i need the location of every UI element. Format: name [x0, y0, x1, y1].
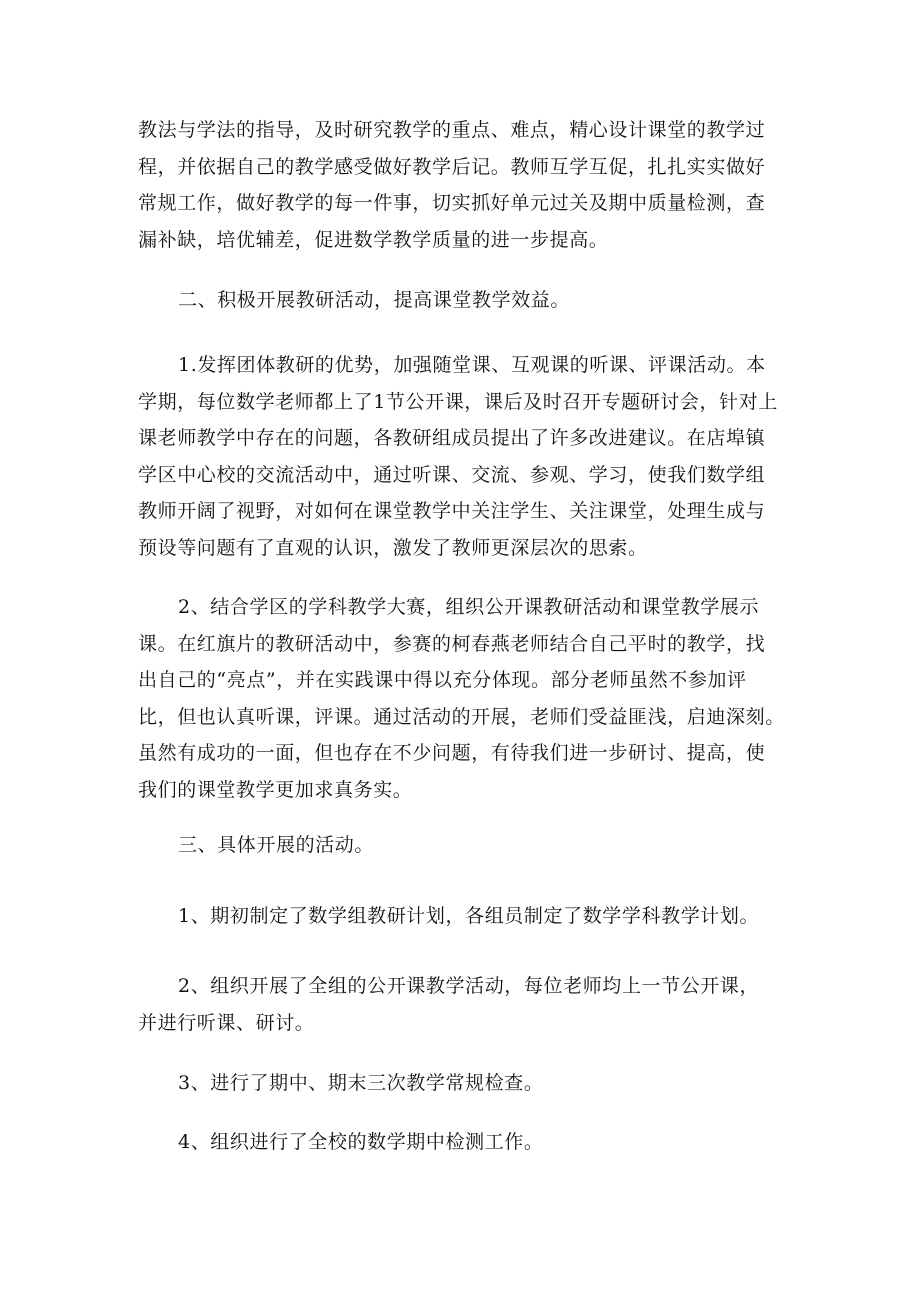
- paragraph-line: 1.发挥团体教研的优势，加强随堂课、互观课的听课、评课活动。本: [178, 354, 766, 376]
- list-item-1: 1、期初制定了数学组教研计划，各组员制定了数学学科教学计划。: [178, 905, 760, 927]
- paragraph-2-2: [138, 589, 798, 808]
- paragraph-2-1: [138, 347, 798, 566]
- paragraph-line: 我们的课堂教学更加求真务实。: [138, 778, 413, 801]
- paragraph-line: 教师开阔了视野，对如何在课堂教学中关注学生、关注课堂，处理生成与: [138, 500, 766, 522]
- paragraph-line: 比，但也认真听课，评课。通过活动的开展，老师们受益匪浅，启迪深刻。: [138, 705, 785, 728]
- paragraph-line: 并进行听课、研讨。: [138, 1011, 315, 1034]
- paragraph-line: 2、结合学区的学科教学大赛，组织公开课教研活动和课堂教学展示: [178, 596, 760, 618]
- section-heading-2: 二、积极开展教研活动，提高课堂教学效益。: [178, 289, 571, 311]
- paragraph-line: 出自己的“亮点”，并在实践课中得以充分体现。部分老师虽然不参加评: [138, 669, 747, 691]
- paragraph-line: 漏补缺，培优辅差，促进数学教学质量的进一步提高。: [138, 228, 609, 251]
- paragraph-line: 常规工作，做好教学的每一件事，切实抓好单元过关及期中质量检测，查: [138, 192, 766, 214]
- paragraph-line: 学区中心校的交流活动中，通过听课、交流、参观、学习，使我们数学组: [138, 463, 766, 486]
- paragraph-line: 程，并依据自己的教学感受做好教学后记。教师互学互促，扎扎实实做好: [138, 155, 766, 178]
- paragraph-line: 课。在红旗片的教研活动中，参赛的柯春燕老师结合自己平时的教学，找: [138, 632, 766, 655]
- section-heading-3: 三、具体开展的活动。: [178, 834, 375, 856]
- list-item-2: [138, 968, 798, 1041]
- paragraph-1: [138, 112, 798, 258]
- paragraph-line: 虽然有成功的一面，但也存在不少问题，有待我们进一步研讨、提高，使: [138, 742, 766, 764]
- paragraph-line: 学期，每位数学老师都上了1节公开课，课后及时召开专题研讨会，针对上: [138, 390, 778, 413]
- paragraph-line: 2、组织开展了全组的公开课教学活动，每位老师均上一节公开课，: [178, 975, 760, 997]
- paragraph-line: 课老师教学中存在的问题，各教研组成员提出了许多改进建议。在店埠镇: [138, 427, 766, 449]
- list-item-3: 3、进行了期中、期末三次教学常规检查。: [178, 1072, 544, 1094]
- paragraph-line: 教法与学法的指导，及时研究教学的重点、难点，精心设计课堂的教学过: [138, 119, 766, 141]
- paragraph-line: 预设等问题有了直观的认识，激发了教师更深层次的思索。: [138, 536, 648, 559]
- list-item-4: 4、组织进行了全校的数学期中检测工作。: [178, 1131, 544, 1153]
